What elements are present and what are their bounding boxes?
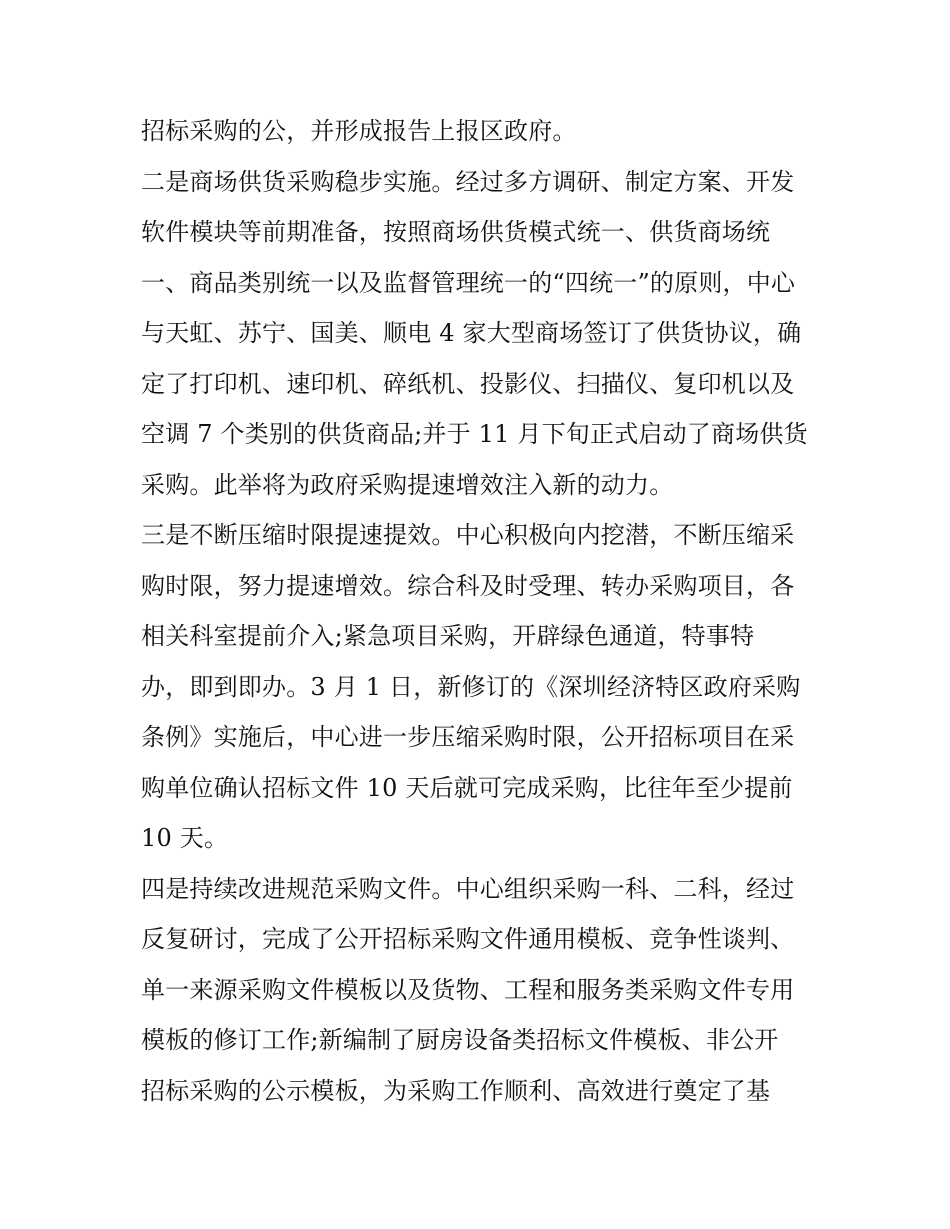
text-line: 四是持续改进规范采购文件。中心组织采购一科、二科，经过 — [141, 874, 795, 903]
text-line: 购时限，努力提速增效。综合科及时受理、转办采购项目，各 — [141, 571, 795, 600]
document-body — [141, 106, 811, 1116]
text-line: 反复研讨，完成了公开招标采购文件通用模板、竞争性谈判、 — [141, 925, 795, 953]
text-line: 三是不断压缩时限提速提效。中心积极向内挖潜，不断压缩采 — [141, 521, 795, 549]
text-line: 办，即到即办。3 月 1 日，新修订的《深圳经济特区政府采购 — [141, 672, 801, 701]
text-line: 与天虹、苏宁、国美、顺电 4 家大型商场签订了供货协议，确 — [141, 319, 802, 347]
text-line: 一、商品类别统一以及监督管理统一的“四统一”的原则，中心 — [141, 268, 796, 297]
text-line: 软件模块等前期准备，按照商场供货模式统一、供货商场统 — [141, 218, 771, 246]
text-line: 采购。此举将为政府采购提速增效注入新的动力。 — [141, 470, 674, 499]
text-line: 空调 7 个类别的供货商品;并于 11 月下旬正式启动了商场供货 — [141, 420, 808, 448]
text-line: 单一来源采购文件模板以及货物、工程和服务类采购文件专用 — [141, 975, 795, 1004]
text-line: 10 天。 — [141, 824, 229, 852]
text-line: 定了打印机、速印机、碎纸机、投影仪、扫描仪、复印机以及 — [141, 369, 795, 398]
text-line: 购单位确认招标文件 10 天后就可完成采购，比往年至少提前 — [141, 773, 793, 802]
text-line: 二是商场供货采购稳步实施。经过多方调研、制定方案、开发 — [141, 167, 795, 196]
text-line: 招标采购的公，并形成报告上报区政府。 — [141, 117, 577, 145]
text-line: 招标采购的公示模板，为采购工作顺利、高效进行奠定了基 — [141, 1076, 771, 1105]
text-line: 条例》实施后，中心进一步压缩采购时限，公开招标项目在采 — [141, 723, 795, 751]
text-line: 相关科室提前介入;紧急项目采购，开辟绿色通道，特事特 — [141, 622, 755, 650]
text-line: 模板的修订工作;新编制了厨房设备类招标文件模板、非公开 — [141, 1026, 779, 1054]
